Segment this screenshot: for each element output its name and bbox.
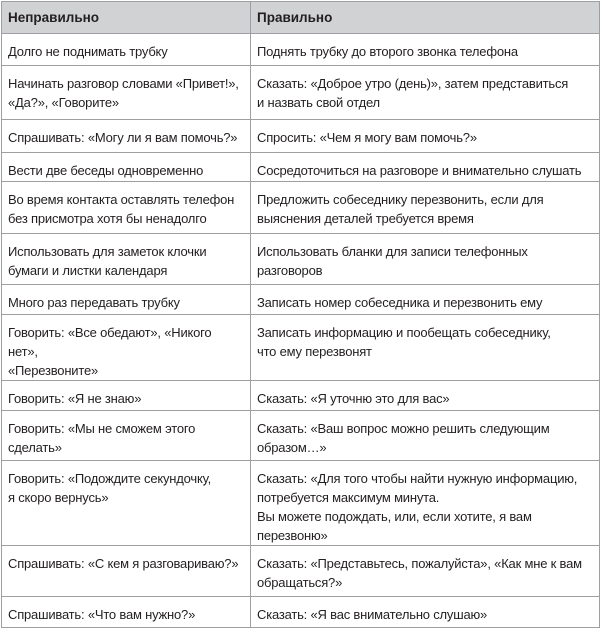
- table-row: [2, 285, 600, 315]
- table-row: [2, 411, 600, 461]
- right-cell: Сказать: «Я уточню это для вас»: [251, 381, 600, 411]
- wrong-cell: Спрашивать: «Могу ли я вам помочь?»: [2, 120, 251, 153]
- wrong-cell: Во время контакта оставлять телефон без присмотра хотя бы ненадолго: [2, 182, 251, 234]
- wrong-cell: Долго не поднимать трубку: [2, 34, 251, 66]
- table-row: [2, 120, 600, 153]
- right-cell: Сказать: «Ваш вопрос можно решить следующим образом…»: [251, 411, 600, 461]
- table-row: [2, 182, 600, 234]
- right-cell: Сказать: «Представьтесь, пожалуйста», «Как мне к вам обращаться?»: [251, 546, 600, 597]
- right-cell: Предложить собеседнику перезвонить, если для выяснения деталей требуется время: [251, 182, 600, 234]
- right-cell: Записать информацию и пообещать собеседнику, что ему перезвонят: [251, 315, 600, 381]
- right-cell: Сказать: «Для того чтобы найти нужную информацию, потребуется максимум минута. Вы можете подождать, или, если хотите, я вам перезвоню»: [251, 461, 600, 546]
- table-row: [2, 461, 600, 546]
- wrong-cell: Говорить: «Все обедают», «Никого нет», «Перезвоните»: [2, 315, 251, 381]
- right-cell: Использовать бланки для записи телефонных разговоров: [251, 234, 600, 285]
- wrong-cell: Много раз передавать трубку: [2, 285, 251, 315]
- table-row: [2, 597, 600, 628]
- column-header-wrong: Неправильно: [2, 2, 251, 34]
- table-row: [2, 234, 600, 285]
- table-header-row: [2, 2, 600, 34]
- right-cell: Поднять трубку до второго звонка телефона: [251, 34, 600, 66]
- wrong-cell: Вести две беседы одновременно: [2, 153, 251, 182]
- wrong-cell: Спрашивать: «Что вам нужно?»: [2, 597, 251, 628]
- table-row: [2, 546, 600, 597]
- wrong-cell: Говорить: «Подождите секундочку, я скоро вернусь»: [2, 461, 251, 546]
- phone-etiquette-table: [1, 1, 600, 628]
- table-row: [2, 315, 600, 381]
- column-header-right: Правильно: [251, 2, 600, 34]
- table-row: [2, 66, 600, 120]
- right-cell: Сосредоточиться на разговоре и внимательно слушать: [251, 153, 600, 182]
- right-cell: Сказать: «Доброе утро (день)», затем представиться и назвать свой отдел: [251, 66, 600, 120]
- wrong-cell: Говорить: «Я не знаю»: [2, 381, 251, 411]
- wrong-cell: Говорить: «Мы не сможем этого сделать»: [2, 411, 251, 461]
- table-row: [2, 153, 600, 182]
- table-row: [2, 381, 600, 411]
- wrong-cell: Начинать разговор словами «Привет!», «Да?», «Говорите»: [2, 66, 251, 120]
- right-cell: Сказать: «Я вас внимательно слушаю»: [251, 597, 600, 628]
- wrong-cell: Использовать для заметок клочки бумаги и листки календаря: [2, 234, 251, 285]
- right-cell: Записать номер собеседника и перезвонить ему: [251, 285, 600, 315]
- wrong-cell: Спрашивать: «С кем я разговариваю?»: [2, 546, 251, 597]
- right-cell: Спросить: «Чем я могу вам помочь?»: [251, 120, 600, 153]
- table-row: [2, 34, 600, 66]
